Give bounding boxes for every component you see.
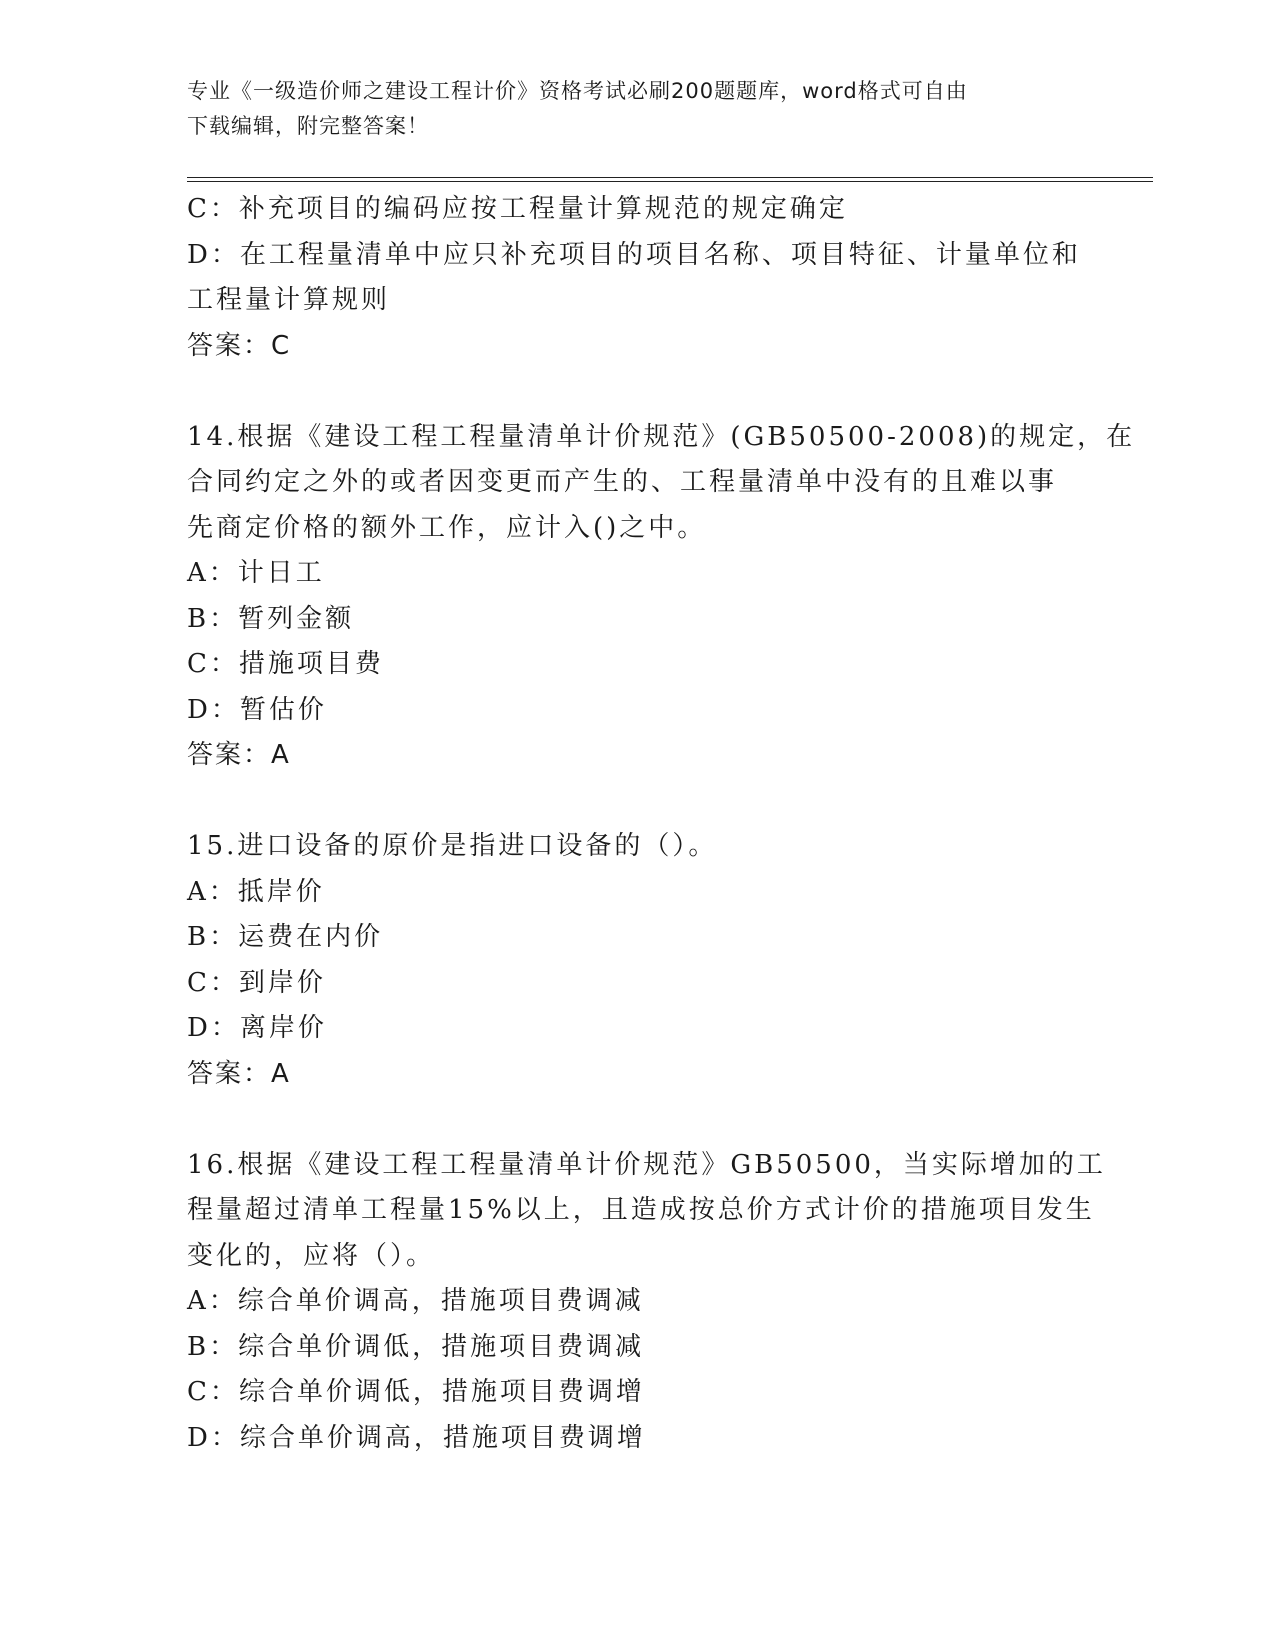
question-stem: 变化的，应将（）。 [187,1240,436,1271]
document-body [187,187,1136,1461]
answer: 答案：A [187,740,291,770]
question-14 [187,415,1136,779]
header-double-rule [187,177,1153,182]
question-13-tail [187,187,1087,369]
spacer [187,1097,1087,1143]
option-c: C：综合单价调低，措施项目费调增 [187,1377,645,1407]
header-line-2: 下载编辑，附完整答案！ [187,114,429,138]
spacer [187,779,1087,825]
header-line-1: 专业《一级造价师之建设工程计价》资格考试必刷200题题库，word格式可自由 [187,79,968,103]
option-b: B：综合单价调低，措施项目费调减 [187,1331,645,1362]
option-d: D：在工程量清单中应只补充项目的项目名称、项目特征、计量单位和 [187,239,1081,270]
option-a: A：综合单价调高，措施项目费调减 [187,1286,644,1316]
question-stem: 16.根据《建设工程工程量清单计价规范》GB50500，当实际增加的工 [187,1149,1106,1180]
option-b: B：运费在内价 [187,922,384,952]
question-16 [187,1143,1106,1462]
option-a: A：计日工 [187,558,325,588]
page-header [187,74,1067,144]
question-stem: 程量超过清单工程量15%以上，且造成按总价方式计价的措施项目发生 [187,1195,1095,1225]
question-stem: 14.根据《建设工程工程量清单计价规范》(GB50500-2008)的规定，在 [187,421,1136,452]
option-b: B：暂列金额 [187,603,355,634]
answer: 答案：A [187,1058,291,1089]
question-stem: 先商定价格的额外工作，应计入()之中。 [187,512,707,543]
option-d: D：离岸价 [187,1013,327,1043]
question-stem: 合同约定之外的或者因变更而产生的、工程量清单中没有的且难以事 [187,467,1058,497]
option-c: C：到岸价 [187,967,326,998]
spacer [187,369,1087,415]
option-d: D：暂估价 [187,694,327,725]
option-d: D：综合单价调高，措施项目费调增 [187,1422,646,1453]
option-c: C：补充项目的编码应按工程量计算规范的规定确定 [187,194,848,224]
question-stem: 15.进口设备的原价是指进口设备的（）。 [187,831,718,861]
option-d-continued: 工程量计算规则 [187,285,391,315]
question-15 [187,824,1087,1097]
answer: 答案：C [187,330,292,361]
option-c: C：措施项目费 [187,649,384,679]
option-a: A：抵岸价 [187,876,325,907]
